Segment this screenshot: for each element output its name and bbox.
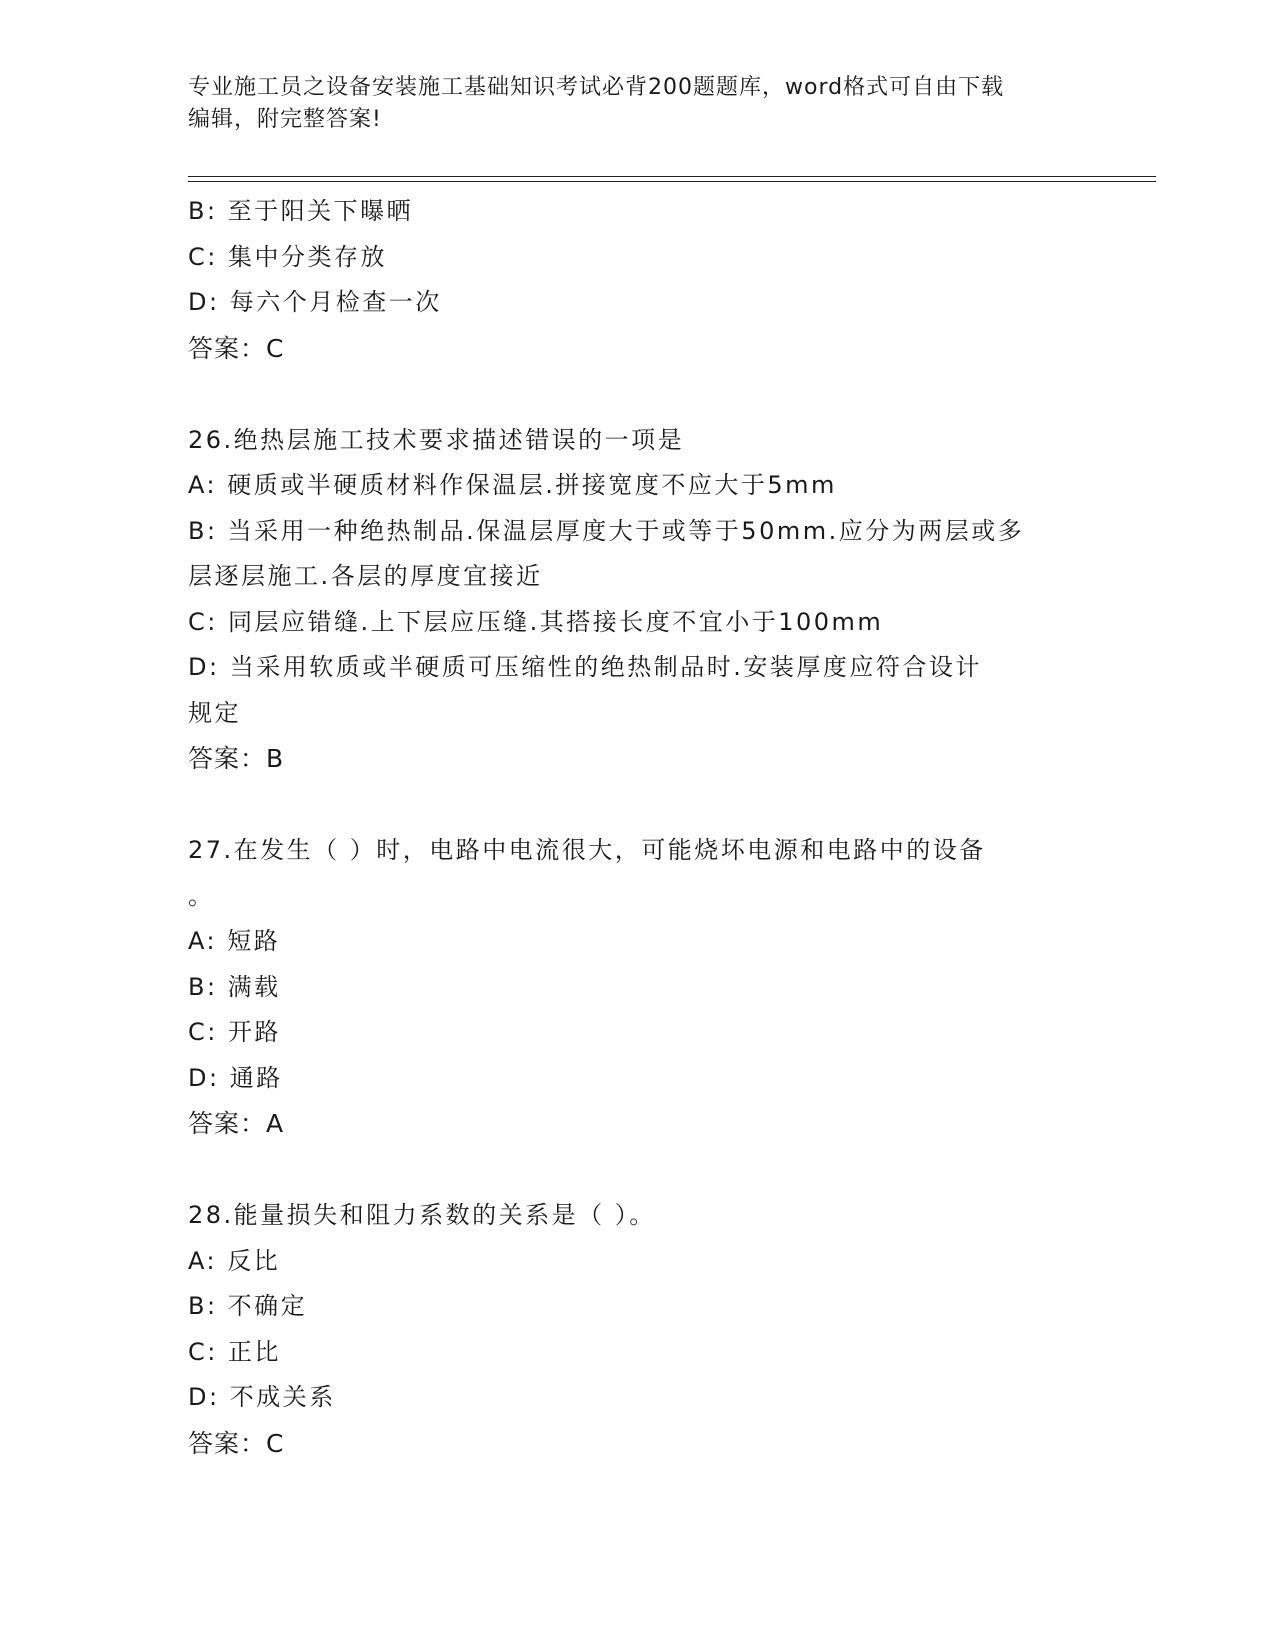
option-d: D: 当采用软质或半硬质可压缩性的绝热制品时.安装厚度应符合设计 — [188, 653, 982, 681]
question-stem: 26.绝热层施工技术要求描述错误的一项是 — [188, 425, 685, 454]
option-d: D: 通路 — [188, 1063, 283, 1092]
option-b: B: 当采用一种绝热制品.保温层厚度大于或等于50mm.应分为两层或多 — [188, 516, 1025, 545]
answer-line: 答案：C — [188, 1428, 285, 1458]
option-d-continued: 规定 — [188, 698, 241, 727]
option-b: B: 至于阳关下曝晒 — [188, 197, 414, 225]
header-title-line-1: 专业施工员之设备安装施工基础知识考试必背200题题库，word格式可自由下载 — [188, 75, 1005, 100]
option-b-continued: 层逐层施工.各层的厚度宜接近 — [188, 562, 543, 590]
question-stem-continued: 。 — [188, 881, 215, 910]
question-list — [188, 189, 1088, 1467]
option-a: A: 短路 — [188, 927, 281, 955]
spacer — [188, 782, 1088, 828]
question-28 — [188, 1193, 1088, 1467]
answer-line: 答案：B — [188, 744, 285, 773]
option-c: C: 正比 — [188, 1337, 281, 1366]
option-b: B: 满载 — [188, 972, 281, 1001]
header-divider-bottom — [188, 181, 1156, 182]
option-a: A: 反比 — [188, 1246, 281, 1275]
answer-line: 答案：C — [188, 333, 285, 363]
header-title-line-2: 编辑，附完整答案! — [188, 107, 382, 132]
document-header — [188, 72, 1068, 136]
option-a: A: 硬质或半硬质材料作保温层.拼接宽度不应大于5mm — [188, 471, 837, 499]
option-c: C: 同层应错缝.上下层应压缝.其搭接长度不宜小于100mm — [188, 607, 884, 636]
question-stem: 27.在发生（ ）时，电路中电流很大，可能烧坏电源和电路中的设备 — [188, 836, 986, 864]
spacer — [188, 1147, 1088, 1193]
answer-line: 答案：A — [188, 1109, 285, 1138]
question-25-tail — [188, 189, 1088, 372]
question-stem: 28.能量损失和阻力系数的关系是（ ）。 — [188, 1201, 656, 1229]
option-c: C: 集中分类存放 — [188, 242, 387, 271]
option-d: D: 每六个月检查一次 — [188, 288, 442, 316]
header-divider-top — [188, 176, 1156, 177]
option-c: C: 开路 — [188, 1018, 281, 1046]
question-27 — [188, 828, 1088, 1147]
option-d: D: 不成关系 — [188, 1383, 336, 1411]
question-26 — [188, 418, 1088, 783]
spacer — [188, 372, 1088, 418]
option-b: B: 不确定 — [188, 1292, 308, 1320]
